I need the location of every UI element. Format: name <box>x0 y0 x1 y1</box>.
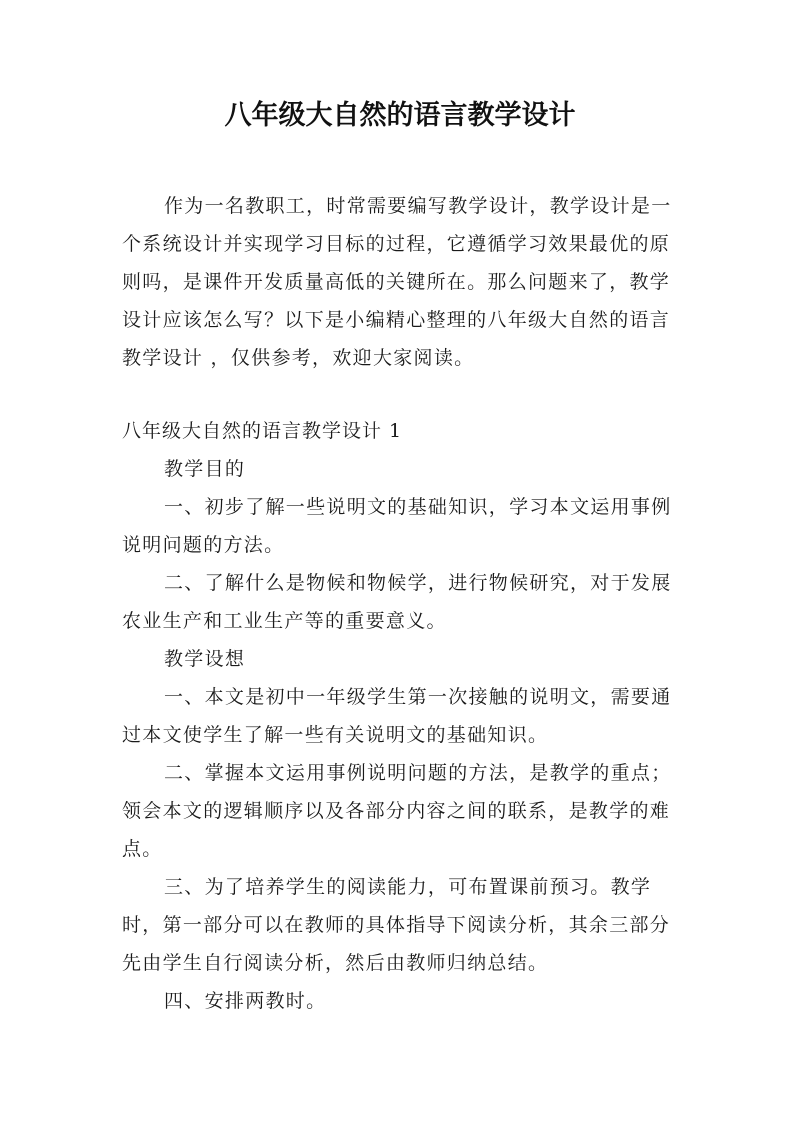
plan-paragraph-4: 四、安排两教时。 <box>164 990 327 1012</box>
section-heading: 八年级大自然的语言教学设计 1 <box>122 420 403 442</box>
subheading-teaching-goals: 教学目的 <box>164 458 246 480</box>
goal-paragraph-1: 一、初步了解一些说明文的基础知识，学习本文运用事例说明问题的方法。 <box>122 496 672 556</box>
plan-paragraph-2: 二、掌握本文运用事例说明问题的方法，是教学的重点；领会本文的逻辑顺序以及各部分内容之间的联系，是教学的难点。 <box>122 762 672 860</box>
plan-paragraph-3: 三、为了培养学生的阅读能力，可布置课前预习。教学时，第一部分可以在教师的具体指导下阅读分析，其余三部分先由学生自行阅读分析，然后由教师归纳总结。 <box>122 876 671 974</box>
intro-paragraph: 作为一名教职工，时常需要编写教学设计，教学设计是一个系统设计并实现学习目标的过程，它遵循学习效果最优的原则吗，是课件开发质量高低的关键所在。那么问题来了，教学设计应该怎么写？以下是小编精心整理的八年级大自然的语言教学设计 ，仅供参考，欢迎大家阅读。 <box>122 195 672 369</box>
goal-paragraph-2: 二、了解什么是物候和物候学，进行物候研究，对于发展农业生产和工业生产等的重要意义。 <box>122 572 672 632</box>
subheading-teaching-plan: 教学设想 <box>164 648 246 670</box>
plan-paragraph-1: 一、本文是初中一年级学生第一次接触的说明文，需要通过本文使学生了解一些有关说明文的基础知识。 <box>122 686 672 746</box>
document-title: 八年级大自然的语言教学设计 <box>224 100 576 131</box>
section-content <box>122 450 682 1020</box>
